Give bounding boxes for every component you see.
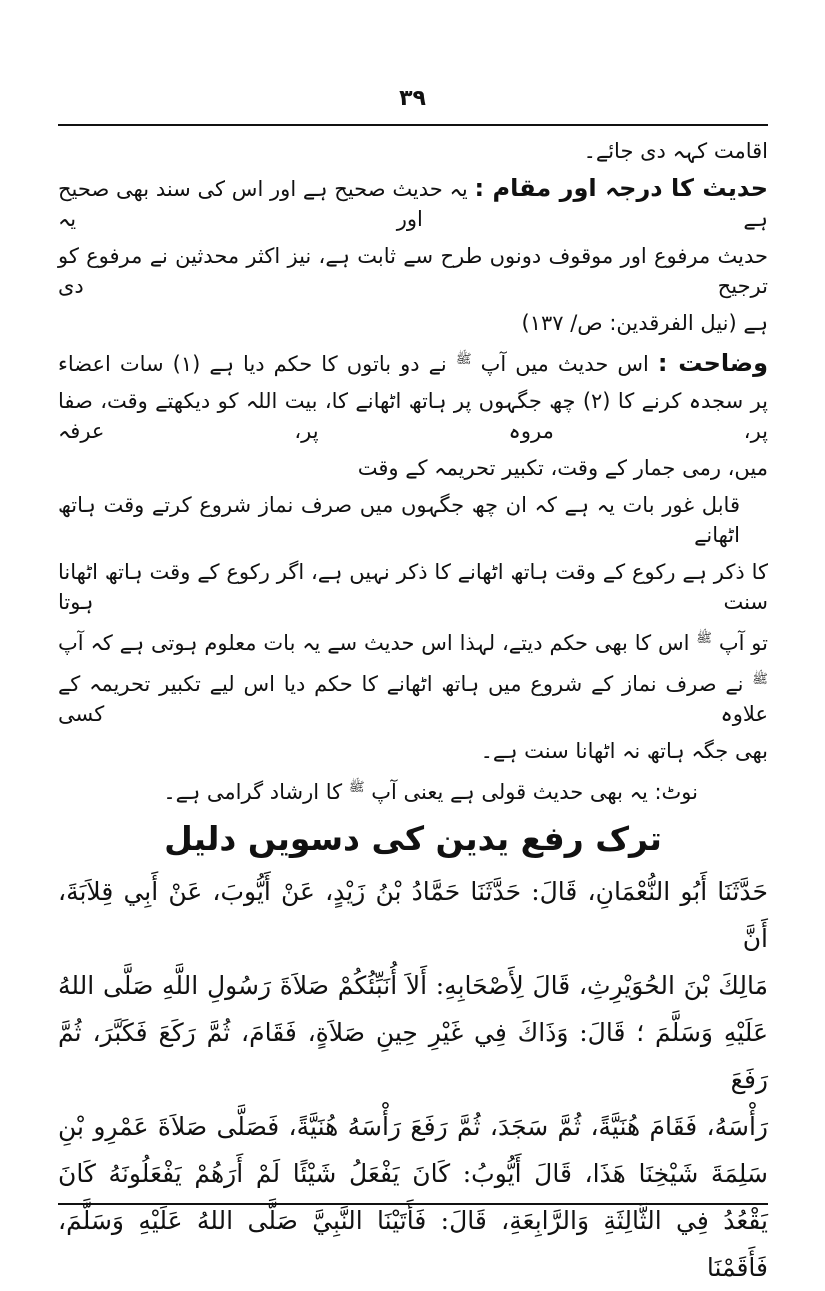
text-line-12: بھی جگہ ہاتھ نہ اٹھانا سنت ہے۔ [480,739,768,763]
text-line-5-part-a: اس حدیث میں آپ [480,352,649,376]
arabic-line-2: مَالِكَ بْنَ الحُوَيْرِثِ، قَالَ لِأَصْحَابِهِ: أَلاَ أُنَبِّئُكُمْ صَلاَةَ رَسُولِ اللَّهِ صَلَّى اللهُ [58,971,768,1000]
section-label-hadith-grade: حدیث کا درجہ اور مقام : [474,174,768,202]
text-line-8: قابل غور بات یہ ہے کہ ان چھ جگہوں میں صرف نماز شروع کرتے وقت ہاتھ اٹھانے [58,493,740,547]
top-divider [58,124,768,126]
arabic-line-4: رَأْسَهُ، فَقَامَ هُنَيَّةً، ثُمَّ سَجَدَ، ثُمَّ رَفَعَ رَأْسَهُ هُنَيَّةً، فَصَلَّى صَلاَةَ عَمْرِو بْنِ [58,1112,768,1141]
salutation-glyph: ﷺ [752,672,768,687]
text-line-10 [58,624,768,658]
text-line-1: اقامت کہہ دی جائے۔ [583,139,768,163]
text-line-11-body: نے صرف نماز کے شروع میں ہاتھ اٹھانے کا حکم دیا اس لیے تکبیر تحریمہ کے علاوہ کسی [58,672,768,726]
page-body [58,136,768,1291]
text-line-2-body: یہ حدیث صحیح ہے اور اس کی سند بھی صحیح ہے اور یہ [58,177,768,231]
text-line-10-part-b: اس کا بھی حکم دیتے، لہذا اس حدیث سے یہ بات معلوم ہوتی ہے کہ آپ [58,631,690,655]
note-line [58,773,768,807]
text-line-7: میں، رمی جمار کے وقت، تکبیر تحریمہ کے وقت [357,456,768,480]
text-line-3: حدیث مرفوع اور موقوف دونوں طرح سے ثابت ہے، نیز اکثر محدثین نے مرفوع کو ترجیح دی [58,244,768,298]
text-line-2 [58,173,768,234]
arabic-line-3: عَلَيْهِ وَسَلَّمَ ؛ قَالَ: وَذَاكَ فِي غَيْرِ حِينِ صَلاَةٍ، فَقَامَ، ثُمَّ رَكَعَ فَكَبَّرَ، ثُمَّ رَفَعَ [58,1018,768,1094]
note-part-b: کا ارشاد گرامی ہے۔ [163,780,343,804]
arabic-line-5: سَلِمَةَ شَيْخِنَا هَذَا، قَالَ أَيُّوبُ: كَانَ يَفْعَلُ شَيْئًا لَمْ أَرَهُمْ يَفْعَلُونَهُ كَانَ [58,1159,768,1188]
text-line-4-citation: ہے (نیل الفرقدین: ص/ ۱۳۷) [521,311,768,335]
arabic-line-1: حَدَّثَنَا أَبُو النُّعْمَانِ، قَالَ: حَدَّثَنَا حَمَّادُ بْنُ زَيْدٍ، عَنْ أَيُّوبَ، عَنْ أَبِي قِلاَبَةَ، أَنَّ [58,877,768,953]
text-line-5-part-b: نے دو باتوں کا حکم دیا ہے (۱) سات اعضاء [58,352,447,376]
arabic-line-6: يَقْعُدُ فِي الثَّالِثَةِ وَالرَّابِعَةِ، قَالَ: فَأَتَيْنَا النَّبِيَّ صَلَّى اللهُ عَلَيْهِ وَسَلَّمَ، فَأَقَمْنَا [58,1206,768,1282]
text-line-9: کا ذکر ہے رکوع کے وقت ہاتھ اٹھانے کا ذکر نہیں ہے، اگر رکوع کے وقت ہاتھ اٹھانا سنت ہوتا [58,560,768,614]
note-part-a: نوٹ: یہ بھی حدیث قولی ہے یعنی آپ [371,780,698,804]
section-label-explanation: وضاحت : [657,349,769,377]
salutation-glyph: ﷺ [455,352,472,367]
text-line-11 [58,665,768,729]
bottom-divider [58,1203,768,1205]
section-heading: ترک رفع یدین کی دسویں دلیل [164,819,662,858]
text-line-6: پر سجدہ کرنے کا (۲) چھ جگہوں پر ہاتھ اٹھانے کا، بیت اللہ کو دیکھتے وقت، صفا پر، مروہ پر، عرفہ [58,389,768,443]
page-number: ۳۹ [399,86,426,111]
salutation-glyph: ﷺ [696,631,712,646]
text-line-5 [58,345,768,379]
arabic-hadith-text [58,868,768,1291]
text-line-10-part-a: تو آپ [718,631,768,655]
salutation-glyph: ﷺ [348,780,365,795]
